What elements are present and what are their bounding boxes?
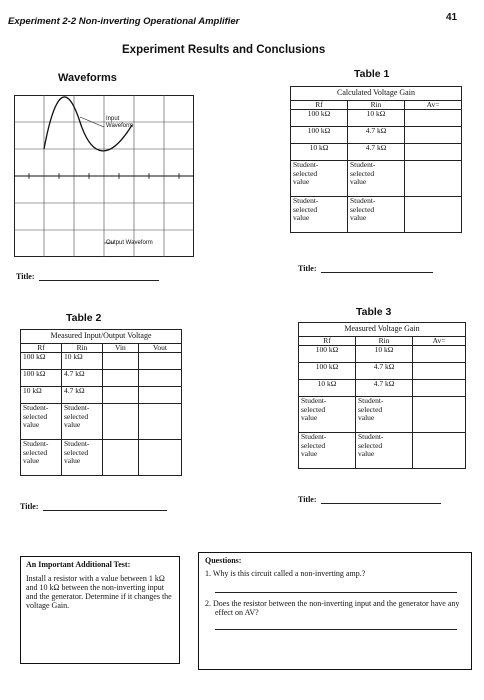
waveforms-title-line — [16, 272, 159, 281]
table-cell: Student- selected value — [291, 197, 348, 233]
questions-title: Questions: — [205, 556, 242, 565]
table-cell: Student- selected value — [356, 433, 413, 469]
answer-line-1[interactable] — [215, 592, 457, 593]
table-cell-input[interactable] — [413, 397, 466, 433]
title-blank[interactable] — [39, 272, 159, 281]
waveforms-title: Waveforms — [58, 72, 117, 84]
table-cell-input[interactable] — [138, 353, 181, 370]
table-cell-input[interactable] — [405, 161, 462, 197]
table-cell: Student- selected value — [348, 161, 405, 197]
table-cell: 10 kΩ — [21, 387, 62, 404]
table-cell: 100 kΩ — [291, 127, 348, 144]
table-cell-input[interactable] — [405, 110, 462, 127]
questions-box — [198, 552, 472, 670]
input-waveform-label: Input Waveform — [106, 116, 134, 129]
table-cell-input[interactable] — [138, 404, 181, 440]
table1-header-rin: Rin — [348, 100, 405, 110]
table-cell: 10 kΩ — [299, 380, 356, 397]
table-cell: 10 kΩ — [62, 353, 103, 370]
table-cell: 4.7 kΩ — [356, 380, 413, 397]
table-cell: Student- selected value — [21, 404, 62, 440]
table2-header-rf: Rf — [21, 343, 62, 353]
table-cell-input[interactable] — [103, 440, 139, 476]
output-waveform-label: Output Waveform — [106, 240, 153, 246]
table-cell-input[interactable] — [103, 387, 139, 404]
table-cell-input[interactable] — [413, 380, 466, 397]
table-cell: 4.7 kΩ — [62, 387, 103, 404]
table-cell-input[interactable] — [138, 387, 181, 404]
table2 — [20, 329, 182, 476]
table-cell: 4.7 kΩ — [348, 127, 405, 144]
table3-header-av: Av= — [413, 336, 466, 346]
important-test-body: Install a resistor with a value between 1 kΩ and 10 kΩ between the non-inverting input and the generator. Determine if it changes the voltage Gain. — [26, 574, 172, 610]
page-heading: Experiment Results and Conclusions — [122, 44, 326, 56]
table3-header-rf: Rf — [299, 336, 356, 346]
table-cell-input[interactable] — [103, 370, 139, 387]
title-blank[interactable] — [321, 495, 441, 504]
title-label: Title: — [298, 495, 317, 504]
table-cell: Student- selected value — [21, 440, 62, 476]
important-test-title: An Important Additional Test: — [26, 560, 131, 569]
table2-title-line — [20, 502, 167, 511]
table1-caption: Calculated Voltage Gain — [291, 87, 462, 101]
table-cell: Student- selected value — [62, 440, 103, 476]
table2-header-vout: Vout — [138, 343, 181, 353]
table1-label: Table 1 — [354, 68, 390, 80]
table1 — [290, 86, 462, 233]
table3-title-line — [298, 495, 441, 504]
table1-title-line — [298, 264, 433, 273]
table-cell: 100 kΩ — [21, 353, 62, 370]
table-cell-input[interactable] — [405, 197, 462, 233]
title-blank[interactable] — [43, 502, 167, 511]
table-cell-input[interactable] — [138, 370, 181, 387]
table-cell: Student- selected value — [291, 161, 348, 197]
table-cell-input[interactable] — [103, 404, 139, 440]
table-cell: Student- selected value — [299, 397, 356, 433]
table-cell: 100 kΩ — [299, 363, 356, 380]
table-cell: 10 kΩ — [291, 144, 348, 161]
table-cell-input[interactable] — [413, 363, 466, 380]
table-cell: 100 kΩ — [299, 346, 356, 363]
table-cell-input[interactable] — [405, 144, 462, 161]
table2-header-rin: Rin — [62, 343, 103, 353]
table-cell: Student- selected value — [348, 197, 405, 233]
table-cell: 10 kΩ — [356, 346, 413, 363]
table-cell: 4.7 kΩ — [62, 370, 103, 387]
table2-header-vin: Vin — [103, 343, 139, 353]
table-cell-input[interactable] — [405, 127, 462, 144]
table-cell-input[interactable] — [413, 433, 466, 469]
table-cell-input[interactable] — [103, 353, 139, 370]
table1-header-rf: Rf — [291, 100, 348, 110]
answer-line-2[interactable] — [215, 629, 457, 630]
table3 — [298, 322, 466, 469]
title-label: Title: — [16, 272, 35, 281]
waveform-grid — [14, 95, 194, 257]
table-cell-input[interactable] — [413, 346, 466, 363]
table2-caption: Measured Input/Output Voltage — [21, 330, 182, 344]
title-label: Title: — [298, 264, 317, 273]
important-test-box — [20, 556, 180, 664]
table-cell: 4.7 kΩ — [348, 144, 405, 161]
table-cell: 10 kΩ — [348, 110, 405, 127]
title-label: Title: — [20, 502, 39, 511]
table-cell: 4.7 kΩ — [356, 363, 413, 380]
table2-label: Table 2 — [66, 312, 102, 324]
experiment-header: Experiment 2-2 Non-inverting Operational Amplifier — [8, 16, 240, 27]
question-1: 1. Why is this circuit called a non-inverting amp.? — [205, 569, 366, 578]
table1-header-av: Av= — [405, 100, 462, 110]
table-cell: Student- selected value — [356, 397, 413, 433]
table-cell: Student- selected value — [62, 404, 103, 440]
table-cell: 100 kΩ — [21, 370, 62, 387]
question-2: 2. Does the resistor between the non-inverting input and the generator have any effect on AV? — [205, 599, 460, 617]
table3-caption: Measured Voltage Gain — [299, 323, 466, 337]
table-cell: 100 kΩ — [291, 110, 348, 127]
page-number: 41 — [446, 12, 458, 23]
table-cell: Student- selected value — [299, 433, 356, 469]
title-blank[interactable] — [321, 264, 433, 273]
table3-label: Table 3 — [356, 306, 392, 318]
table3-header-rin: Rin — [356, 336, 413, 346]
table-cell-input[interactable] — [138, 440, 181, 476]
